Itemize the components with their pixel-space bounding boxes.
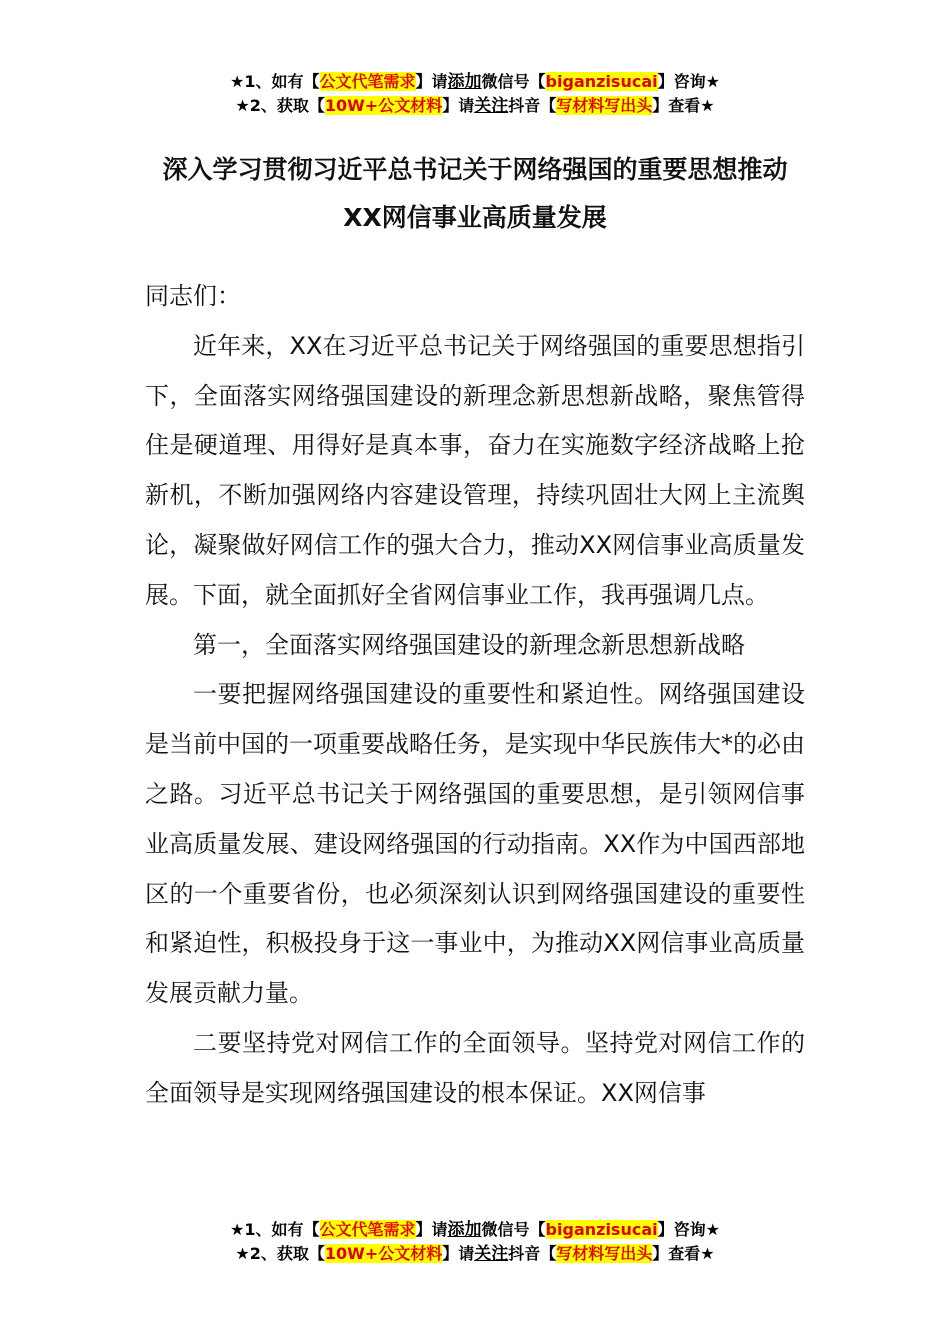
document-title bbox=[0, 146, 950, 242]
banner-text: 微信号【 bbox=[481, 1220, 546, 1239]
banner-text: ★1、如有【 bbox=[230, 1220, 320, 1239]
document-body bbox=[145, 272, 805, 1119]
banner-underline: 添加 bbox=[447, 1220, 482, 1240]
banner-text: ★2、获取【 bbox=[235, 1244, 325, 1263]
banner-highlight: biganzisucai bbox=[545, 1220, 658, 1239]
title-line-1: 深入学习贯彻习近平总书记关于网络强国的重要思想推动 bbox=[162, 155, 788, 184]
paragraph: 近年来，XX在习近平总书记关于网络强国的重要思想指引下，全面落实网络强国建设的新理念新思想新战略，聚焦管得住是硬道理、用得好是真本事，奋力在实施数字经济战略上抢新机，不断加强网络内容建设管理，持续巩固壮大网上主流舆论，凝聚做好网信工作的强大合力，推动XX网信事业高质量发展。下面，就全面抓好全省网信事业工作，我再强调几点。 bbox=[145, 331, 805, 609]
banner-text: 微信号【 bbox=[481, 72, 546, 91]
section-heading: 第一，全面落实网络强国建设的新理念新思想新战略 bbox=[193, 630, 745, 659]
banner-highlight: 10W+公文材料 bbox=[324, 96, 443, 115]
banner-text: 】请 bbox=[415, 1220, 448, 1239]
banner-highlight: 写材料写出头 bbox=[556, 96, 653, 115]
banner-text: 】咨询★ bbox=[657, 72, 720, 91]
banner-text: 】查看★ bbox=[652, 96, 715, 115]
banner-highlight: 10W+公文材料 bbox=[324, 1244, 443, 1263]
banner-highlight: 公文代笔需求 bbox=[319, 72, 416, 91]
banner-text: 】请 bbox=[442, 96, 475, 115]
banner-highlight: 写材料写出头 bbox=[556, 1244, 653, 1263]
bottom-banner bbox=[0, 1218, 950, 1266]
banner-text: 】咨询★ bbox=[657, 1220, 720, 1239]
banner-line-1 bbox=[0, 70, 950, 94]
banner-text: 抖音【 bbox=[508, 1244, 557, 1263]
paragraph: 二要坚持党对网信工作的全面领导。坚持党对网信工作的全面领导是实现网络强国建设的根本保证。XX网信事 bbox=[145, 1028, 805, 1107]
banner-highlight: biganzisucai bbox=[545, 72, 658, 91]
banner-underline: 关注 bbox=[474, 96, 509, 116]
paragraph: 一要把握网络强国建设的重要性和紧迫性。网络强国建设是当前中国的一项重要战略任务，是实现中华民族伟大*的必由之路。习近平总书记关于网络强国的重要思想，是引领网信事业高质量发展、建设网络强国的行动指南。XX作为中国西部地区的一个重要省份，也必须深刻认识到网络强国建设的重要性和紧迫性，积极投身于这一事业中，为推动XX网信事业高质量发展贡献力量。 bbox=[145, 680, 805, 1008]
banner-text: ★1、如有【 bbox=[230, 72, 320, 91]
banner-text: 】请 bbox=[442, 1244, 475, 1263]
banner-line-2 bbox=[0, 1242, 950, 1266]
banner-text: 】查看★ bbox=[652, 1244, 715, 1263]
banner-underline: 关注 bbox=[474, 1244, 509, 1264]
banner-underline: 添加 bbox=[447, 72, 482, 92]
top-banner bbox=[0, 70, 950, 118]
banner-text: ★2、获取【 bbox=[235, 96, 325, 115]
banner-highlight: 公文代笔需求 bbox=[319, 1220, 416, 1239]
banner-text: 】请 bbox=[415, 72, 448, 91]
title-line-2: XX网信事业高质量发展 bbox=[343, 203, 607, 232]
banner-text: 抖音【 bbox=[508, 96, 557, 115]
banner-line-2 bbox=[0, 94, 950, 118]
banner-line-1 bbox=[0, 1218, 950, 1242]
salutation: 同志们： bbox=[145, 282, 241, 310]
